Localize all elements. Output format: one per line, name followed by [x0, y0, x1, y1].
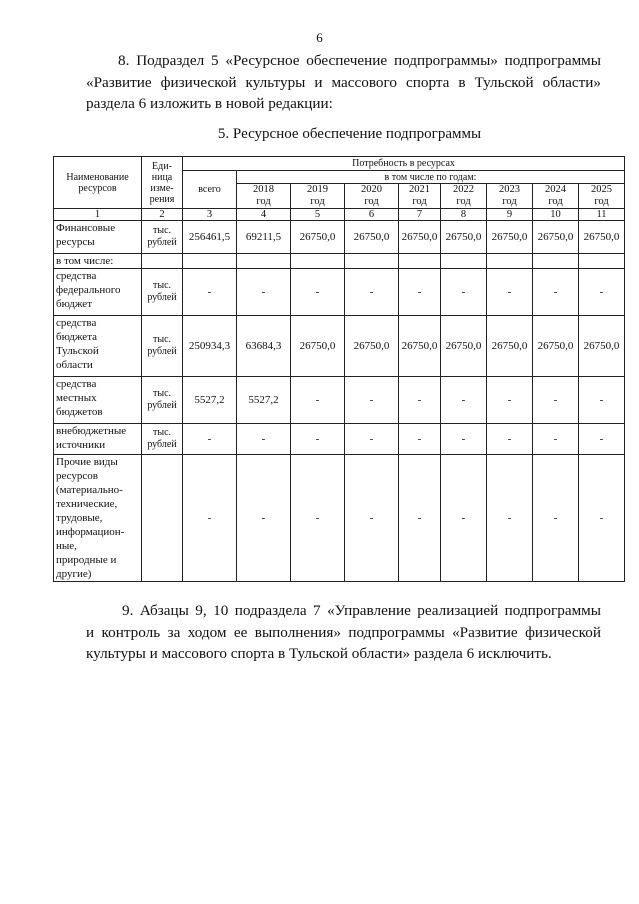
table-row [54, 316, 625, 377]
row-name [54, 269, 142, 316]
row-value [487, 254, 533, 269]
header-year-suffix: год [594, 196, 609, 207]
row-name-line: природные и [56, 554, 117, 566]
paragraph-8-line: раздела 6 изложить в новой редакции: [86, 95, 333, 112]
row-value [579, 254, 625, 269]
row-value: 26750,0 [533, 221, 579, 254]
header-name-line: Наименование [66, 171, 129, 183]
column-number: 6 [345, 209, 399, 221]
row-value: 256461,5 [183, 221, 237, 254]
row-value: 5527,2 [237, 377, 291, 424]
row-name-line: технические, [56, 498, 118, 510]
row-unit-line: тыс. [152, 225, 172, 236]
header-year-value: 2025 [591, 184, 612, 195]
row-value: - [399, 424, 441, 455]
row-value [237, 254, 291, 269]
row-name-line: области [56, 359, 93, 371]
row-name-line: средства [56, 270, 97, 282]
row-name [54, 377, 142, 424]
column-number: 7 [399, 209, 441, 221]
row-unit-line: тыс. [152, 388, 172, 399]
row-value: 63684,3 [237, 316, 291, 377]
row-name-line: средства [56, 317, 97, 329]
row-value: 26750,0 [345, 316, 399, 377]
column-number: 11 [579, 209, 625, 221]
column-number: 10 [533, 209, 579, 221]
paragraph-9-line: 9. Абзацы 9, 10 подраздела 7 «Управление реализацией подпрограммы [122, 602, 601, 619]
header-year-value: 2020 [361, 184, 382, 195]
header-year-suffix: год [412, 196, 427, 207]
row-unit [142, 269, 183, 316]
row-value: - [345, 424, 399, 455]
row-name [54, 455, 142, 582]
row-value: - [487, 424, 533, 455]
row-value: - [441, 377, 487, 424]
row-value: 26750,0 [487, 316, 533, 377]
row-value: - [345, 377, 399, 424]
column-number-row [54, 209, 625, 221]
row-name [54, 316, 142, 377]
row-name-line: другие) [56, 568, 92, 580]
row-unit [142, 316, 183, 377]
row-value: - [237, 424, 291, 455]
header-year-value: 2018 [253, 184, 274, 195]
row-unit-line: рублей [147, 346, 177, 357]
header-total: всего [183, 171, 237, 209]
row-unit-line: тыс. [152, 334, 172, 345]
row-value [441, 254, 487, 269]
row-value: 26750,0 [399, 316, 441, 377]
header-name-line: ресурсов [78, 182, 117, 194]
row-unit [142, 254, 183, 269]
row-name-line: Тульской [56, 345, 99, 357]
row-value: - [487, 377, 533, 424]
row-value: 26750,0 [579, 221, 625, 254]
row-value: 26750,0 [345, 221, 399, 254]
row-value: 26750,0 [579, 316, 625, 377]
row-value: - [579, 455, 625, 582]
header-unit [142, 157, 183, 209]
row-value: 26750,0 [291, 316, 345, 377]
row-name-line: внебюджетные [56, 425, 127, 437]
header-year-suffix: год [502, 196, 517, 207]
row-value: - [579, 269, 625, 316]
row-value: - [345, 455, 399, 582]
row-value: - [183, 424, 237, 455]
header-unit-line: рения [149, 193, 175, 205]
paragraph-8-line: 8. Подраздел 5 «Ресурсное обеспечение подпрограммы» подпрограммы [118, 52, 601, 69]
row-value: - [487, 269, 533, 316]
row-value: - [237, 455, 291, 582]
header-year [487, 184, 533, 209]
column-number: 1 [54, 209, 142, 221]
row-value: - [345, 269, 399, 316]
row-name-line: источники [56, 439, 106, 451]
row-value [533, 254, 579, 269]
row-unit-line: рублей [147, 439, 177, 450]
row-value: - [291, 377, 345, 424]
row-unit [142, 424, 183, 455]
row-value [291, 254, 345, 269]
header-name [54, 157, 142, 209]
row-value: - [291, 455, 345, 582]
row-name-line: средства [56, 378, 97, 390]
row-name-line: бюджета [56, 331, 98, 343]
column-number: 9 [487, 209, 533, 221]
row-unit-line: рублей [147, 292, 177, 303]
header-year-value: 2024 [545, 184, 566, 195]
row-name [54, 254, 142, 269]
row-value: - [237, 269, 291, 316]
row-name [54, 424, 142, 455]
paragraph-9-line: культуры и массового спорта в Тульской области» раздела 6 исключить. [86, 645, 552, 662]
row-value [345, 254, 399, 269]
header-year-suffix: год [310, 196, 325, 207]
row-name-line: в том числе: [56, 255, 114, 267]
header-unit-line: ница [151, 171, 173, 183]
row-value: - [579, 424, 625, 455]
table-row [54, 269, 625, 316]
row-name-line: бюджет [56, 298, 92, 310]
row-name-line: (материально- [56, 484, 123, 496]
row-name-line: ные, [56, 540, 77, 552]
row-name-line: информацион- [56, 526, 125, 538]
header-by-years: в том числе по годам: [237, 171, 625, 184]
row-name-line: местных [56, 392, 97, 404]
row-unit-line: тыс. [152, 280, 172, 291]
row-value: 5527,2 [183, 377, 237, 424]
row-value [183, 254, 237, 269]
header-year [237, 184, 291, 209]
row-unit [142, 221, 183, 254]
header-year-suffix: год [364, 196, 379, 207]
header-year [345, 184, 399, 209]
row-name-line: бюджетов [56, 406, 103, 418]
row-value: - [487, 455, 533, 582]
paragraph-9-line: и контроль за ходом ее выполнения» подпрограммы «Развитие физической [86, 623, 601, 641]
row-name-line: ресурсы [56, 236, 95, 248]
header-year [533, 184, 579, 209]
header-year-value: 2022 [453, 184, 474, 195]
header-year-value: 2021 [409, 184, 430, 195]
section-title: 5. Ресурсное обеспечение подпрограммы [217, 126, 482, 142]
column-number: 4 [237, 209, 291, 221]
header-need: Потребность в ресурсах [183, 157, 625, 171]
column-number: 5 [291, 209, 345, 221]
row-value: 69211,5 [237, 221, 291, 254]
header-unit-line: Еди- [152, 160, 172, 172]
row-value: - [533, 455, 579, 582]
row-value: - [399, 269, 441, 316]
table-row [54, 377, 625, 424]
row-value [399, 254, 441, 269]
row-value: 26750,0 [291, 221, 345, 254]
header-unit-line: изме- [150, 182, 174, 194]
header-year-suffix: год [456, 196, 471, 207]
table-row [54, 424, 625, 455]
paragraph-8 [86, 50, 601, 115]
table-row [54, 254, 625, 269]
header-year [399, 184, 441, 209]
page-number: 6 [316, 30, 323, 45]
row-value: 26750,0 [487, 221, 533, 254]
header-year [579, 184, 625, 209]
row-unit [142, 377, 183, 424]
row-name-line: Прочие виды [56, 456, 118, 468]
resource-table [53, 156, 625, 582]
header-year-suffix: год [256, 196, 271, 207]
row-unit-line: рублей [147, 237, 177, 248]
row-unit-line: рублей [147, 400, 177, 411]
row-value: - [183, 455, 237, 582]
row-name-line: федерального [56, 284, 121, 296]
row-value: - [533, 377, 579, 424]
header-year [441, 184, 487, 209]
paragraph-9 [86, 600, 601, 665]
row-value: 250934,3 [183, 316, 237, 377]
row-value: - [183, 269, 237, 316]
header-year [291, 184, 345, 209]
row-value: - [533, 269, 579, 316]
row-value: - [441, 455, 487, 582]
header-year-value: 2019 [307, 184, 328, 195]
row-value: - [399, 455, 441, 582]
row-name [54, 221, 142, 254]
row-value: - [399, 377, 441, 424]
header-row [54, 157, 625, 171]
row-value: 26750,0 [533, 316, 579, 377]
row-value: - [291, 424, 345, 455]
row-name-line: Финансовые [56, 222, 116, 234]
row-name-line: ресурсов [56, 470, 98, 482]
row-unit [142, 455, 183, 582]
row-value: - [579, 377, 625, 424]
row-name-line: трудовые, [56, 512, 103, 524]
row-value: - [291, 269, 345, 316]
column-number: 8 [441, 209, 487, 221]
row-value: 26750,0 [441, 316, 487, 377]
header-year-value: 2023 [499, 184, 520, 195]
table-row [54, 455, 625, 582]
column-number: 3 [183, 209, 237, 221]
paragraph-8-line: «Развитие физической культуры и массового спорта в Тульской области» [86, 73, 601, 91]
row-value: 26750,0 [441, 221, 487, 254]
row-value: - [441, 424, 487, 455]
row-value: - [533, 424, 579, 455]
row-unit-line: тыс. [152, 427, 172, 438]
column-number: 2 [142, 209, 183, 221]
row-value: 26750,0 [399, 221, 441, 254]
header-year-suffix: год [548, 196, 563, 207]
row-value: - [441, 269, 487, 316]
table-row [54, 221, 625, 254]
